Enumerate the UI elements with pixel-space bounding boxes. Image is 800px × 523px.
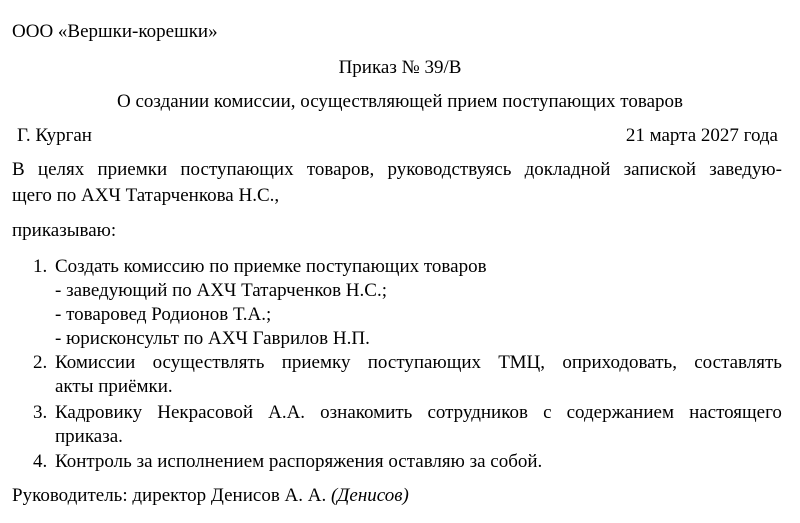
item-word: настоящего — [689, 402, 782, 423]
item-number: 1. — [33, 256, 48, 277]
preamble-word: целях — [37, 159, 85, 180]
item-word: ТМЦ, — [498, 352, 546, 373]
item-word: оприходовать, — [562, 352, 677, 373]
item-word: с — [543, 402, 552, 423]
item-number: 4. — [33, 451, 48, 472]
preamble-line-1 — [12, 158, 782, 182]
item-word: составлять — [694, 352, 782, 373]
item-word: поступающих — [367, 352, 481, 373]
item-number: 2. — [33, 352, 48, 373]
preamble-word: товаров, — [306, 159, 375, 180]
order-word: приказываю: — [12, 220, 117, 241]
item-text: Контроль за исполнением распоряжения оставляю за собой. — [55, 451, 543, 472]
item-number: 3. — [33, 402, 48, 423]
order-subject: О создании комиссии, осуществляющей прием поступающих товаров — [117, 91, 683, 112]
item-text-line-1 — [55, 401, 782, 425]
preamble-word: заведую- — [709, 159, 782, 180]
commission-member: - заведующий по АХЧ Татарченков Н.С.; — [55, 280, 387, 301]
preamble-line-2: щего по АХЧ Татарченкова Н.С., — [12, 185, 280, 206]
item-word: Кадровику — [55, 402, 143, 423]
order-place: Г. Курган — [17, 125, 92, 146]
item-word: Некрасовой — [157, 402, 253, 423]
preamble-word: докладной — [524, 159, 611, 180]
preamble-word: приемки — [97, 159, 168, 180]
preamble-word: поступающих — [180, 159, 294, 180]
item-word: А.А. — [268, 402, 306, 423]
item-text-line-2: акты приёмки. — [55, 376, 173, 397]
commission-member: - юрисконсульт по АХЧ Гаврилов Н.П. — [55, 328, 370, 349]
preamble-word: В — [12, 159, 25, 180]
item-word: приемку — [281, 352, 351, 373]
item-word: осуществлять — [152, 352, 265, 373]
item-word: Комиссии — [55, 352, 136, 373]
item-word: сотрудников — [427, 402, 528, 423]
commission-member: - товаровед Родионов Т.А.; — [55, 304, 272, 325]
preamble-word: руководствуясь — [387, 159, 512, 180]
item-text: Создать комиссию по приемке поступающих товаров — [55, 256, 487, 277]
order-date: 21 марта 2027 года — [625, 125, 778, 146]
signature-line — [12, 484, 409, 508]
item-text-line-2: приказа. — [55, 426, 123, 447]
signature-label: Руководитель: директор Денисов А. А. — [12, 485, 331, 506]
organization-name: ООО «Вершки-корешки» — [12, 21, 218, 42]
item-text-line-1 — [55, 351, 782, 375]
item-word: содержанием — [566, 402, 674, 423]
order-title: Приказ № 39/В — [338, 57, 462, 78]
preamble-word: запиской — [623, 159, 697, 180]
item-word: ознакомить — [320, 402, 413, 423]
handwritten-signature: (Денисов) — [330, 485, 409, 506]
